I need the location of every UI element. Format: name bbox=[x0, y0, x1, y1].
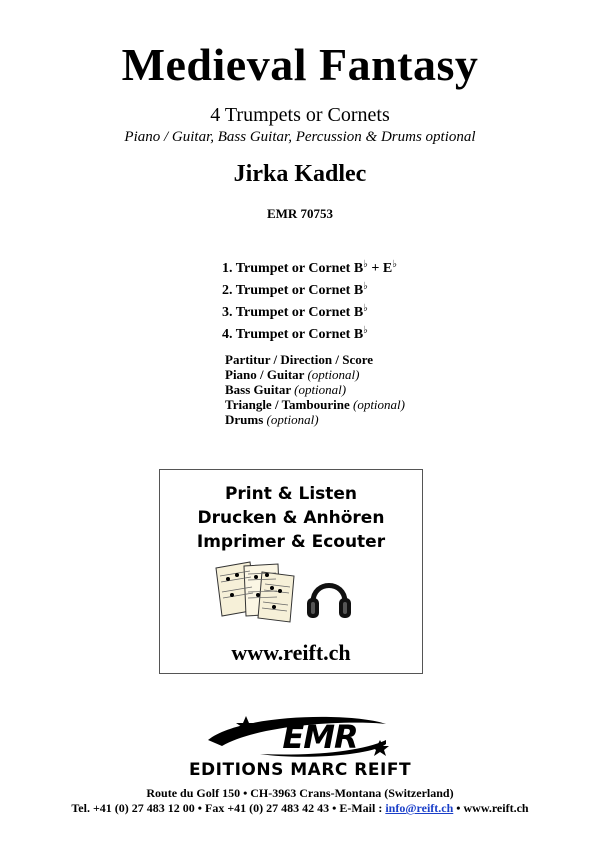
part-label: 2. Trumpet or Cornet B bbox=[222, 283, 364, 298]
optional-tag: (optional) bbox=[294, 382, 347, 397]
extra-item bbox=[225, 352, 405, 367]
extra-label: Drums bbox=[225, 412, 267, 427]
part-item bbox=[222, 298, 397, 320]
page-title: Medieval Fantasy bbox=[121, 39, 479, 90]
flat-symbol: ♭ bbox=[363, 325, 368, 336]
part-label: 1. Trumpet or Cornet B bbox=[222, 261, 364, 276]
promo-line-fr: Imprimer & Ecouter bbox=[196, 532, 386, 552]
subtitle: 4 Trumpets or Cornets bbox=[210, 104, 390, 126]
optional-tag: (optional) bbox=[352, 397, 405, 412]
extra-item bbox=[225, 412, 405, 427]
parts-list bbox=[222, 254, 397, 342]
emr-logo bbox=[150, 710, 450, 780]
logo-mark: EMR bbox=[282, 718, 358, 756]
contact-website: • www.reift.ch bbox=[453, 801, 529, 815]
flat-symbol: ♭ bbox=[392, 259, 397, 270]
contact-phone-fax: Tel. +41 (0) 27 483 12 00 • Fax +41 (0) 27 483 42 43 • E-Mail : bbox=[71, 801, 386, 815]
headphones-icon bbox=[305, 570, 353, 624]
promo-line-de: Drucken & Anhören bbox=[197, 508, 385, 528]
part-item bbox=[222, 254, 397, 276]
instrumentation-note: Piano / Guitar, Bass Guitar, Percussion & Drums optional bbox=[124, 129, 476, 145]
email-link[interactable]: info@reift.ch bbox=[385, 801, 454, 815]
part-item bbox=[222, 276, 397, 298]
extra-item bbox=[225, 397, 405, 412]
promo-line-en: Print & Listen bbox=[224, 484, 358, 504]
composer-name: Jirka Kadlec bbox=[233, 161, 367, 187]
sheet-music-icon bbox=[210, 558, 300, 624]
flat-symbol: ♭ bbox=[363, 259, 368, 270]
catalog-code: EMR 70753 bbox=[266, 206, 334, 221]
optional-tag: (optional) bbox=[307, 367, 360, 382]
part-item bbox=[222, 320, 397, 342]
promo-url-link[interactable]: www.reift.ch bbox=[231, 640, 351, 665]
extras-list bbox=[225, 352, 405, 427]
publisher-address: Route du Golf 150 • CH-3963 Crans-Montana (Switzerland) bbox=[146, 786, 454, 800]
extra-label: Triangle / Tambourine bbox=[225, 397, 353, 412]
part-extra: + E bbox=[367, 261, 393, 276]
publisher-contact bbox=[0, 801, 600, 816]
extra-item bbox=[225, 367, 405, 382]
flat-symbol: ♭ bbox=[363, 303, 368, 314]
extra-label: Bass Guitar bbox=[225, 382, 295, 397]
optional-tag: (optional) bbox=[266, 412, 319, 427]
extra-label: Piano / Guitar bbox=[225, 367, 308, 382]
print-listen-box[interactable] bbox=[159, 469, 423, 674]
part-label: 4. Trumpet or Cornet B bbox=[222, 327, 364, 342]
extra-label: Partitur / Direction / Score bbox=[225, 352, 374, 367]
publisher-name: EDITIONS MARC REIFT bbox=[188, 760, 412, 780]
flat-symbol: ♭ bbox=[363, 281, 368, 292]
extra-item bbox=[225, 382, 405, 397]
part-label: 3. Trumpet or Cornet B bbox=[222, 305, 364, 320]
